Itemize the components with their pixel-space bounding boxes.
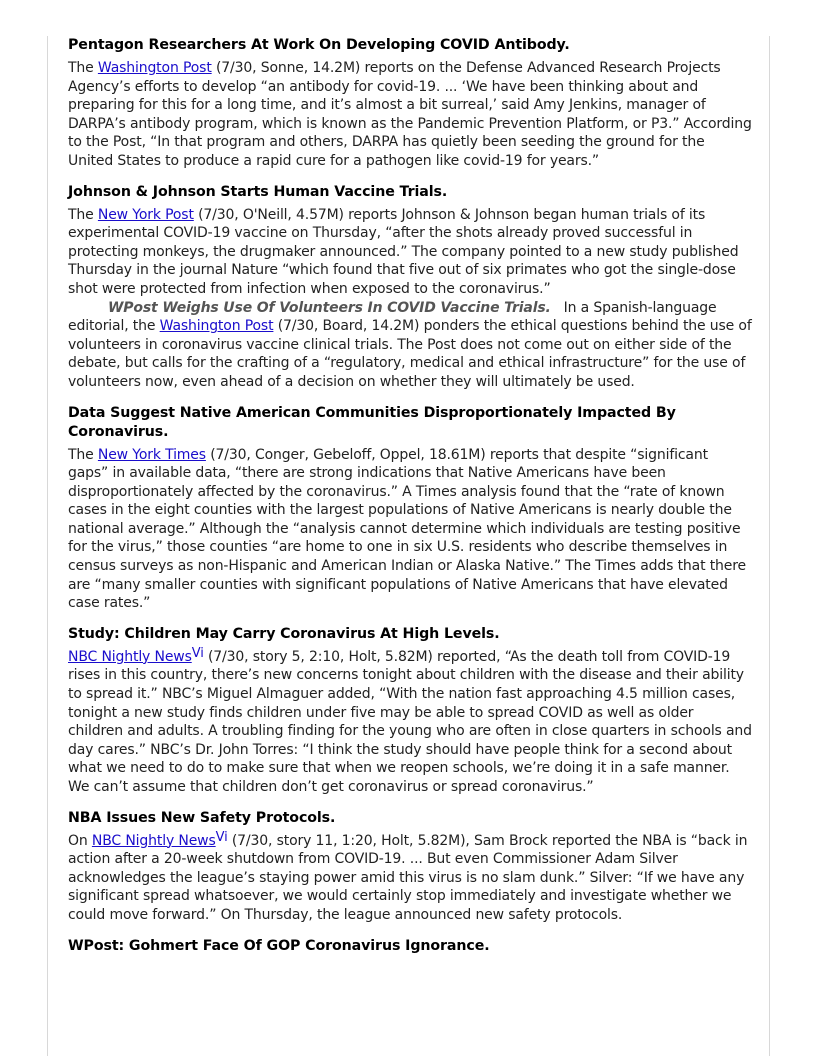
article-body: The Washington Post (7/30, Sonne, 14.2M) reports on the Defense Advanced Research Projects Agency’s efforts to develop “an antibody for covid-19. ... ‘We have been thinking about and preparing for this for a long time, and it’s almost a bit surreal,’ said Amy Jenkins, manager of DARPA’s antibody program, which is known as the Pandemic Prevention Platform, or P3.” According to the Post, “In that program and others, DARPA has quietly been seeding the ground for the United States to produce a rapid cure for a pathogen like covid-19 for years.” xyxy=(68,60,752,169)
news-briefing xyxy=(68,36,752,968)
source-link[interactable]: New York Times xyxy=(97,446,206,463)
article-body: On NBC Nightly News$^{Vi}$ (7/30, story 11, 1:20, Holt, 5.82M), Sam Brock reported the NBA is “back in action after a 20-week shutdown from COVID-19. ... But even Commissioner Adam Silver acknowledges the league’s staying power amid this virus is no slam dunk.” Silver: “If we have any significant spread whatsoever, we would certainly stop immediately and investigate whether we could move forward.” On Thursday, the league announced new safety protocols. xyxy=(68,829,748,923)
article-gohmert xyxy=(68,937,752,956)
video-badge[interactable]: Vi xyxy=(191,645,204,661)
source-link[interactable]: New York Post xyxy=(97,206,194,223)
video-badge[interactable]: Vi xyxy=(215,829,228,845)
source-link[interactable]: Washington Post xyxy=(159,318,274,335)
article-headline: Johnson & Johnson Starts Human Vaccine Trials. xyxy=(68,183,448,200)
article-body: The New York Times (7/30, Conger, Gebeloff, Oppel, 18.61M) reports that despite “significant gaps” in available data, “there are strong indications that Native Americans have been disproportionately affected by the coronavirus.” A Times analysis found that the “rate of known cases in the eight counties with the largest populations of Native Americans is nearly double the national average.” Although the “analysis cannot determine which individuals are testing positive for the virus,” those counties “are home to one in six U.S. residents who describe themselves in census surveys as non-Hispanic and American Indian or Alaska Native.” The Times adds that there are “many smaller counties with significant populations of Native Americans that have elevated case rates.” xyxy=(68,446,747,612)
source-link[interactable]: NBC Nightly News xyxy=(68,648,192,665)
article-pentagon xyxy=(68,36,752,171)
article-children xyxy=(68,625,752,797)
article-headline: Study: Children May Carry Coronavirus At High Levels. xyxy=(68,625,500,642)
source-link[interactable]: Washington Post xyxy=(97,60,212,76)
sub-article-headline: WPost Weighs Use Of Volunteers In COVID Vaccine Trials. xyxy=(108,299,551,316)
article-jj-vaccine xyxy=(68,183,752,392)
article-body: NBC Nightly News$^{Vi}$ (7/30, story 5, 2:10, Holt, 5.82M) reported, “As the death toll from COVID-19 rises in this country, there’s new concerns tonight about children with the disease and their ability to spread it.” NBC’s Miguel Almaguer added, “With the nation fast approaching 4.5 million cases, tonight a new study finds children under five may be able to spread COVID as well as older children and adults. A troubling finding for the young who are often in close quarters in schools and day cares.” NBC’s Dr. John Torres: “I think the study should have people think for a second about what we need to do to make sure that when we reopen schools, we’re doing it in a safe manner. We can’t assume that children don’t get coronavirus or spread coronavirus.” xyxy=(68,645,752,795)
source-link[interactable]: NBC Nightly News xyxy=(91,832,216,849)
article-headline: WPost: Gohmert Face Of GOP Coronavirus Ignorance. xyxy=(68,937,490,954)
article-headline: Pentagon Researchers At Work On Developing COVID Antibody. xyxy=(68,37,570,53)
article-headline: NBA Issues New Safety Protocols. xyxy=(68,809,336,826)
article-native-american xyxy=(68,404,752,613)
article-headline: Data Suggest Native American Communities Disproportionately Impacted By Coronavirus. xyxy=(68,404,676,440)
article-nba xyxy=(68,809,752,925)
sub-article-body: WPost Weighs Use Of Volunteers In COVID Vaccine Trials. In a Spanish-language editorial, the Washington Post (7/30, Board, 14.2M) ponders the ethical questions behind the use of volunteers in coronavirus vaccine clinical trials. The Post does not come out on either side of the debate, but calls for the crafting of a “regulatory, medical and ethical infrastructure” for the use of volunteers now, even ahead of a decision on whether they will ultimately be used. xyxy=(68,299,752,390)
article-body: The New York Post (7/30, O'Neill, 4.57M) reports Johnson & Johnson began human trials of its experimental COVID-19 vaccine on Thursday, “after the shots already proved successful in protecting monkeys, the drugmaker announced.” The company pointed to a new study published Thursday in the journal Nature “which found that five out of six primates who got the single-dose shot were protected from infection when exposed to the coronavirus.” xyxy=(68,206,739,297)
